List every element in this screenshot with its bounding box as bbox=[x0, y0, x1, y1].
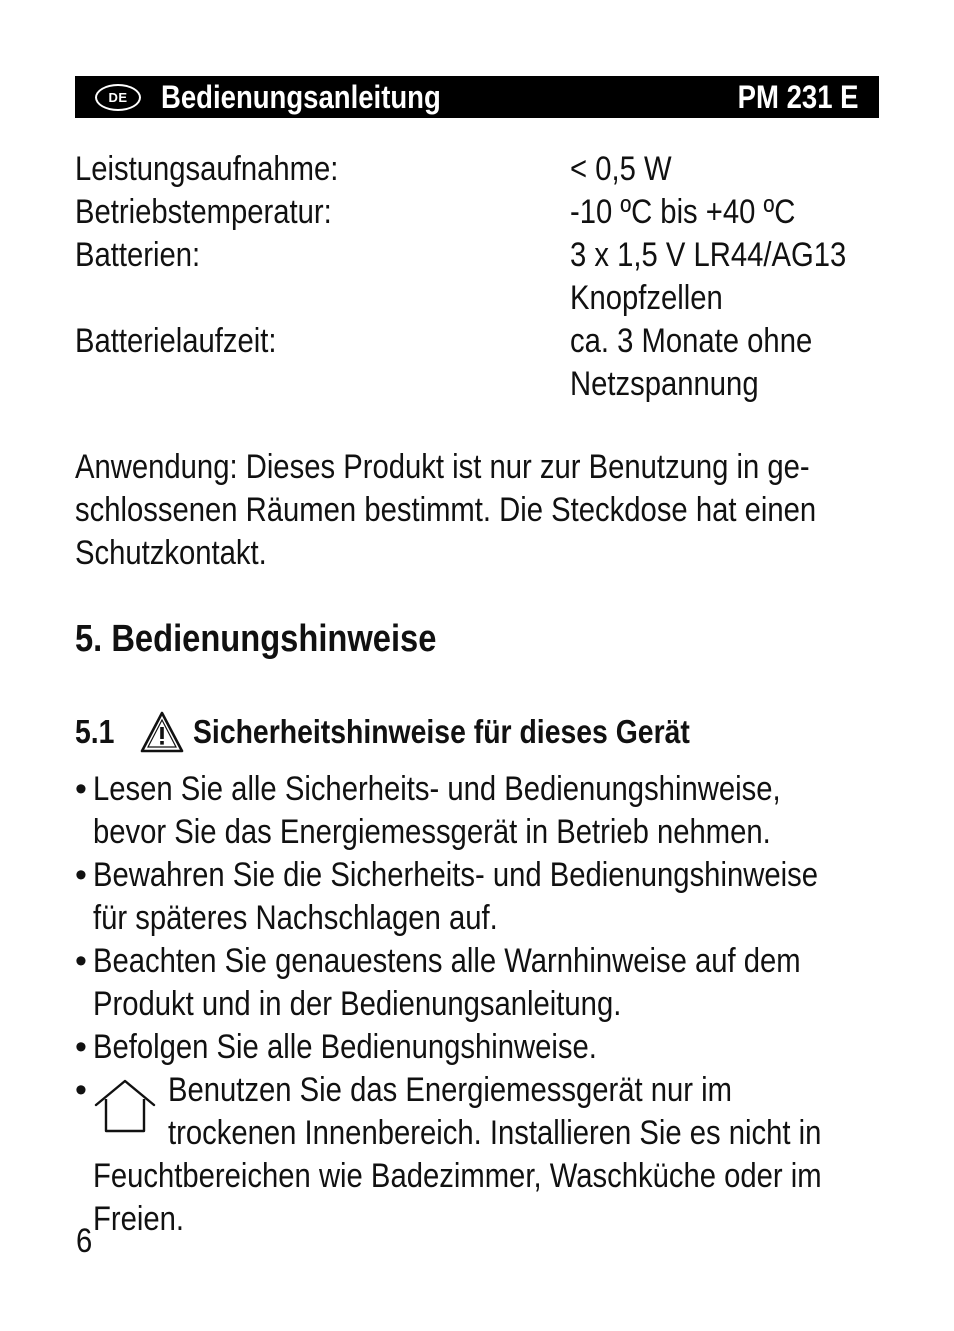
list-item-line: für späteres Nachschlagen auf. bbox=[93, 899, 498, 937]
bullet-mark: • bbox=[75, 770, 87, 808]
subsection-number: 5.1 bbox=[75, 713, 115, 750]
subsection-title: Sicherheitshinweise für dieses Gerät bbox=[193, 713, 690, 750]
list-item-line: Bewahren Sie die Sicherheits- und Bedienungshinweise bbox=[93, 856, 818, 894]
list-item-line: Benutzen Sie das Energiemessgerät nur im bbox=[168, 1071, 732, 1109]
spec-value-line: 3 x 1,5 V LR44/AG13 bbox=[570, 236, 847, 274]
list-item bbox=[75, 854, 936, 940]
spec-value-line: Knopfzellen bbox=[570, 279, 723, 317]
spec-value-line: Netzspannung bbox=[570, 365, 759, 403]
house-icon bbox=[93, 1077, 157, 1135]
subsection-heading bbox=[75, 708, 771, 756]
spec-row bbox=[75, 234, 875, 320]
list-item-line: Produkt und in der Bedienungsanleitung. bbox=[93, 985, 622, 1023]
spec-label: Betriebstemperatur: bbox=[75, 193, 332, 231]
page-number: 6 bbox=[76, 1222, 93, 1260]
spec-value bbox=[570, 148, 875, 191]
usage-paragraph bbox=[75, 446, 937, 575]
list-item-line: Befolgen Sie alle Bedienungshinweise. bbox=[93, 1028, 597, 1066]
spec-value bbox=[570, 320, 875, 406]
spec-value bbox=[570, 191, 875, 234]
usage-line: schlossenen Räumen bestimmt. Die Steckdose hat einen bbox=[75, 491, 817, 529]
warning-triangle-icon bbox=[139, 710, 185, 754]
spec-table bbox=[75, 148, 875, 406]
list-item bbox=[75, 940, 936, 1026]
list-item-line: Feuchtbereichen wie Badezimmer, Waschküche oder im bbox=[93, 1157, 822, 1195]
list-item-line: Beachten Sie genauestens alle Warnhinweise auf dem bbox=[93, 942, 801, 980]
spec-row bbox=[75, 148, 875, 191]
list-item-indoor bbox=[75, 1069, 936, 1241]
usage-line: Schutzkontakt. bbox=[75, 534, 267, 572]
list-item bbox=[75, 768, 936, 854]
header-bar bbox=[75, 76, 879, 118]
language-badge: DE bbox=[95, 84, 141, 111]
list-item-line: bevor Sie das Energiemessgerät in Betrieb nehmen. bbox=[93, 813, 771, 851]
model-number: PM 231 E bbox=[738, 78, 859, 115]
list-item-line: Lesen Sie alle Sicherheits- und Bedienungshinweise, bbox=[93, 770, 781, 808]
list-item-line: trockenen Innenbereich. Installieren Sie es nicht in bbox=[168, 1114, 822, 1152]
bullet-mark: • bbox=[75, 942, 87, 980]
bullet-mark: • bbox=[75, 1071, 87, 1109]
header-title: Bedienungsanleitung bbox=[161, 78, 441, 115]
bullet-mark: • bbox=[75, 856, 87, 894]
usage-line: Anwendung: Dieses Produkt ist nur zur Benutzung in ge- bbox=[75, 448, 810, 486]
spec-value-line: -10 ºC bis +40 ºC bbox=[570, 193, 796, 231]
spec-value bbox=[570, 234, 875, 320]
section-heading: 5. Bedienungshinweise bbox=[75, 618, 437, 660]
safety-list bbox=[75, 768, 936, 1241]
spec-value-line: < 0,5 W bbox=[570, 150, 672, 188]
spec-label: Batterien: bbox=[75, 236, 201, 274]
spec-label: Leistungsaufnahme: bbox=[75, 150, 339, 188]
list-item-line: Freien. bbox=[93, 1200, 185, 1238]
spec-value-line: ca. 3 Monate ohne bbox=[570, 322, 813, 360]
bullet-mark: • bbox=[75, 1028, 87, 1066]
spec-row bbox=[75, 191, 875, 234]
spec-row bbox=[75, 320, 875, 406]
spec-label: Batterielaufzeit: bbox=[75, 322, 277, 360]
list-item bbox=[75, 1026, 936, 1069]
